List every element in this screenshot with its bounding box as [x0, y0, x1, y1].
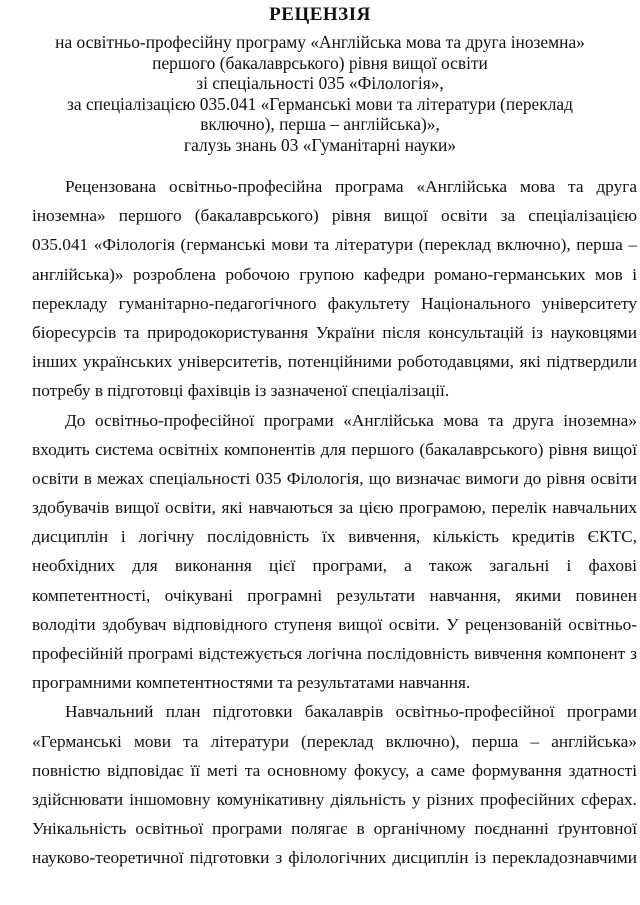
text-line: англійська)» розроблена робочою групою кафедри романо-германських мов і: [32, 264, 637, 284]
document-header: [0, 32, 640, 155]
text-line: здобувачів вищої освіти, які навчаються за цією програмою, перелік навчальних: [32, 498, 637, 518]
document-title: РЕЦЕНЗІЯ: [269, 4, 371, 25]
text-line: володіти здобувач відповідного ступеня вищої освіти. У рецензованій освітньо-: [32, 614, 637, 634]
text-line: програмними компетентностями та результатами навчання.: [32, 673, 471, 693]
text-line: Рецензована освітньо-професійна програма «Англійська мова та друга: [65, 177, 637, 196]
text-line: перекладу гуманітарно-педагогічного факультету Національного університету: [32, 293, 637, 313]
text-line: освіти в межах спеціальності 035 Філологія, що визначає вимоги до рівня освіти: [32, 468, 637, 488]
text-line: До освітньо-професійної програми «Англійська мова та друга іноземна»: [65, 410, 637, 430]
paragraph-2: [32, 406, 637, 698]
text-line: здійснювати іншомовну комунікативну діяльність у різних професійних сферах.: [32, 789, 637, 809]
text-line: потребу в підготовці фахівців із зазначеної спеціалізації.: [32, 381, 450, 401]
text-line: «Германські мови та літератури (переклад включно), перша – англійська»: [32, 731, 637, 751]
text-line: професійній програмі відстежується логічна послідовність вивчення компонент з: [32, 644, 637, 663]
text-line: дисциплін і логічну послідовність їх вивчення, кількість кредитів ЄКТС,: [32, 527, 637, 547]
header-line: галузь знань 03 «Гуманітарні науки»: [183, 134, 457, 155]
header-line: за спеціалізацією 035.041 «Германські мови та літератури (переклад: [67, 93, 573, 114]
header-line: зі спеціальності 035 «Філологія»,: [196, 73, 444, 93]
header-line: на освітньо-професійну програму «Англійська мова та друга іноземна»: [55, 32, 585, 52]
document-body: [32, 172, 637, 873]
paragraph-3: [32, 697, 637, 872]
header-line: першого (бакалаврського) рівня вищої освіти: [152, 52, 488, 73]
header-line: включно), перша – англійська)»,: [200, 114, 440, 134]
text-line: 035.041 «Філологія (германські мови та літератури (переклад включно), перша –: [32, 235, 637, 255]
text-line: компетентності, очікувані програмні результати навчання, якими повинен: [32, 585, 637, 605]
text-line: повністю відповідає її меті та основному фокусу, а саме формування здатності: [32, 760, 637, 780]
text-line: іноземна» першого (бакалаврського) рівня вищої освіти за спеціалізацією: [32, 206, 637, 226]
paragraph-1: [32, 172, 637, 406]
text-line: інших українських університетів, потенційними роботодавцями, які підтвердили: [32, 352, 637, 372]
text-line: науково-теоретичної підготовки з філологічних дисциплін із перекладознавчими: [32, 848, 637, 868]
text-line: Унікальність освітньої програми полягає в органічному поєднанні ґрунтовної: [32, 819, 637, 839]
text-line: необхідних для виконання цієї програми, а також загальні і фахові: [32, 556, 637, 576]
text-line: біоресурсів та природокористування України після консультацій із науковцями: [32, 322, 637, 342]
text-line: Навчальний план підготовки бакалаврів освітньо-професійної програми: [65, 702, 637, 722]
text-line: входить система освітніх компонентів для першого (бакалаврського) рівня вищої: [32, 439, 637, 459]
